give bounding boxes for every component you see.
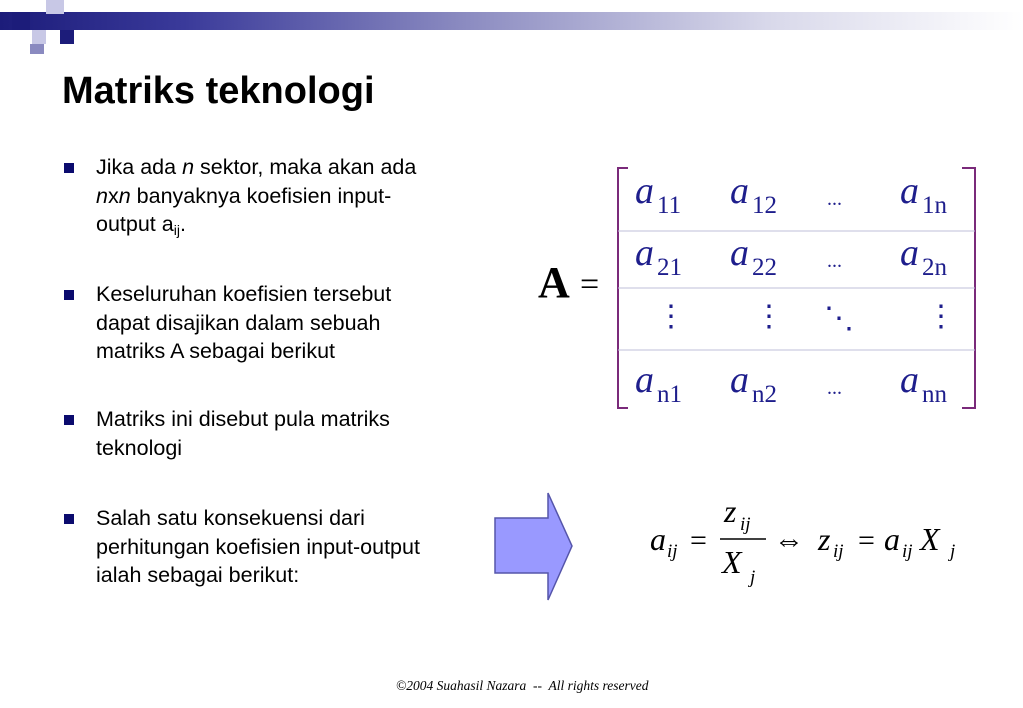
a12-subscript: 12: [752, 192, 777, 219]
bullet-4: [62, 504, 502, 594]
formula-z: z: [818, 521, 831, 557]
bullet-1-text: [96, 153, 506, 245]
formula-iff: ⇔: [774, 524, 804, 557]
formula-X-denominator: X: [722, 544, 742, 580]
corner-square-4: [60, 30, 74, 44]
var-n: n: [182, 155, 195, 179]
rown-dots: ...: [827, 377, 842, 399]
bullet-marker: [64, 415, 74, 425]
a21-letter: a: [635, 232, 654, 274]
text-span: output a: [96, 212, 174, 236]
formula-z-numerator: z: [724, 495, 737, 529]
line: teknologi: [96, 435, 183, 460]
a22-letter: a: [730, 232, 749, 274]
line: Keseluruhan koefisien tersebut: [96, 282, 392, 306]
matrix-name: A: [538, 258, 570, 307]
slide-title: Matriks teknologi: [62, 70, 375, 112]
matrix-a: [530, 160, 985, 415]
an1-subscript: n1: [657, 381, 682, 408]
corner-square-2: [32, 30, 46, 44]
a11-letter: a: [635, 170, 654, 212]
diagonal-dots: ⋱: [824, 302, 854, 335]
a12-letter: a: [730, 170, 749, 212]
text-span: .: [179, 212, 186, 236]
formula-X2-sub: j: [950, 541, 956, 562]
formula-equals-2: =: [858, 524, 875, 557]
bullet-marker: [64, 514, 74, 524]
ann-subscript: nn: [922, 381, 947, 408]
footer-copyright: ©2004 Suahasil Nazara -- All rights reserved: [396, 678, 649, 693]
a2n-subscript: 2n: [922, 254, 947, 281]
a11-subscript: 11: [657, 192, 682, 219]
a2n-letter: a: [900, 232, 919, 274]
bullet-marker: [64, 163, 74, 173]
formula-a: a: [650, 521, 666, 557]
line: Matriks ini disebut pula matriks: [96, 407, 390, 431]
row2-dots: ...: [827, 250, 842, 272]
line: dapat disajikan dalam sebuah: [96, 310, 381, 335]
bullet-4-text: [96, 504, 506, 590]
coefficient-formula: [640, 495, 970, 595]
right-arrow-icon: [490, 490, 580, 605]
subscript-ij: ij: [173, 222, 180, 238]
line: matriks A sebagai berikut: [96, 339, 336, 363]
var-n: n: [96, 183, 108, 208]
line: perhitungan koefisien input-output: [96, 534, 420, 559]
a21-subscript: 21: [657, 254, 682, 281]
formula-z-sub: ij: [740, 514, 751, 535]
ann-letter: a: [900, 359, 919, 401]
text-span: x: [107, 183, 119, 208]
bullet-3: [62, 405, 502, 465]
an2-subscript: n2: [752, 381, 777, 408]
title-bar-gradient: [0, 12, 1023, 30]
bullet-marker: [64, 290, 74, 300]
matrix-equals: =: [580, 266, 600, 303]
var-n: n: [118, 183, 131, 208]
text-span: banyaknya koefisien input-: [130, 183, 392, 208]
col1-vdots: ⋮: [656, 300, 686, 333]
bullet-2-text: [96, 280, 506, 366]
an1-letter: a: [635, 359, 654, 401]
a1n-letter: a: [900, 170, 919, 212]
corner-square-3: [46, 0, 64, 14]
formula-equals-1: =: [690, 524, 707, 557]
bullet-1: [62, 153, 502, 243]
text-span: sektor, maka akan ada: [194, 155, 417, 179]
formula-X: X: [920, 521, 940, 557]
line: ialah sebagai berikut:: [96, 563, 300, 587]
formula-X-sub: j: [750, 567, 756, 588]
line: Salah satu konsekuensi dari: [96, 506, 365, 530]
formula-a2: a: [884, 521, 900, 557]
corner-square-1: [12, 12, 30, 30]
row1-dots: ...: [827, 188, 842, 210]
corner-square-5: [30, 44, 44, 54]
an2-letter: a: [730, 359, 749, 401]
bullet-3-text: [96, 405, 506, 462]
a1n-subscript: 1n: [922, 192, 947, 219]
a22-subscript: 22: [752, 254, 777, 281]
coln-vdots: ⋮: [926, 300, 956, 333]
text-span: Jika ada: [96, 155, 183, 179]
bullet-2: [62, 280, 502, 370]
formula-a2-sub: ij: [902, 541, 913, 562]
formula-z-sub2: ij: [833, 541, 844, 562]
formula-a-sub: ij: [667, 541, 678, 562]
col2-vdots: ⋮: [754, 300, 784, 333]
